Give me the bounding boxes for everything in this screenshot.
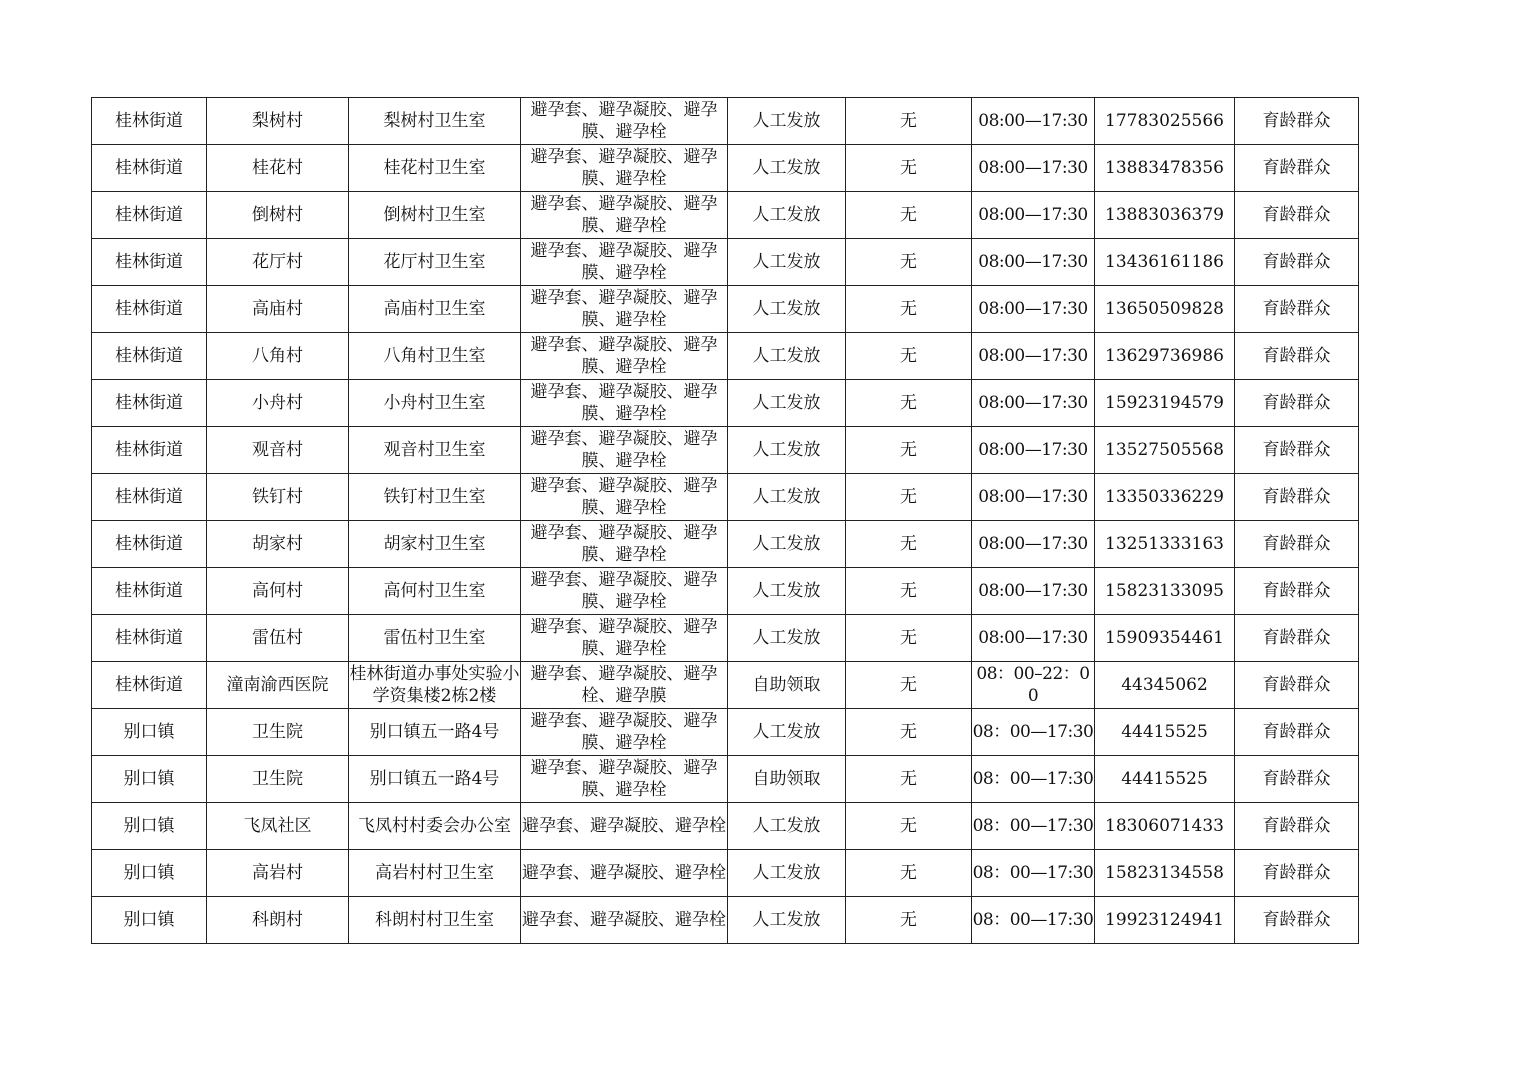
service-hours-cell: 08：00—17:30: [972, 756, 1095, 803]
service-hours-cell: 08：00—17:30: [972, 803, 1095, 850]
contraceptive-types-cell: 避孕套、避孕凝胶、避孕膜、避孕栓: [521, 615, 728, 662]
site-cell: 倒树村卫生室: [349, 192, 521, 239]
contraceptive-types-cell: 避孕套、避孕凝胶、避孕膜、避孕栓: [521, 756, 728, 803]
street-cell: 别口镇: [92, 709, 207, 756]
village-cell: 潼南渝西医院: [207, 662, 349, 709]
contraceptive-types-cell: 避孕套、避孕凝胶、避孕膜、避孕栓: [521, 568, 728, 615]
table-row: [92, 98, 1359, 145]
street-cell: 别口镇: [92, 803, 207, 850]
target-group-cell: 育龄群众: [1235, 427, 1359, 474]
street-cell: 别口镇: [92, 897, 207, 944]
distribution-method-cell: 人工发放: [728, 850, 846, 897]
fee-cell: 无: [846, 239, 972, 286]
street-cell: 桂林街道: [92, 568, 207, 615]
phone-cell: 15823133095: [1095, 568, 1235, 615]
street-cell: 桂林街道: [92, 192, 207, 239]
site-cell: 别口镇五一路4号: [349, 709, 521, 756]
service-hours-cell: 08:00—17:30: [972, 286, 1095, 333]
village-cell: 高何村: [207, 568, 349, 615]
table-row: [92, 568, 1359, 615]
phone-cell: 19923124941: [1095, 897, 1235, 944]
service-hours-cell: 08:00—17:30: [972, 568, 1095, 615]
fee-cell: 无: [846, 803, 972, 850]
contraceptive-types-cell: 避孕套、避孕凝胶、避孕栓: [521, 803, 728, 850]
target-group-cell: 育龄群众: [1235, 380, 1359, 427]
distribution-method-cell: 人工发放: [728, 615, 846, 662]
table-row: [92, 380, 1359, 427]
street-cell: 别口镇: [92, 850, 207, 897]
target-group-cell: 育龄群众: [1235, 145, 1359, 192]
fee-cell: 无: [846, 145, 972, 192]
village-cell: 桂花村: [207, 145, 349, 192]
contraceptive-types-cell: 避孕套、避孕凝胶、避孕膜、避孕栓: [521, 474, 728, 521]
site-cell: 花厅村卫生室: [349, 239, 521, 286]
service-hours-cell: 08：00—17:30: [972, 709, 1095, 756]
target-group-cell: 育龄群众: [1235, 568, 1359, 615]
table-row: [92, 662, 1359, 709]
site-cell: 桂林街道办事处实验小学资集楼2栋2楼: [349, 662, 521, 709]
site-cell: 别口镇五一路4号: [349, 756, 521, 803]
distribution-method-cell: 人工发放: [728, 897, 846, 944]
site-cell: 小舟村卫生室: [349, 380, 521, 427]
distribution-method-cell: 人工发放: [728, 427, 846, 474]
target-group-cell: 育龄群众: [1235, 286, 1359, 333]
contraceptive-types-cell: 避孕套、避孕凝胶、避孕膜、避孕栓: [521, 333, 728, 380]
village-cell: 雷伍村: [207, 615, 349, 662]
fee-cell: 无: [846, 286, 972, 333]
service-hours-cell: 08:00—17:30: [972, 145, 1095, 192]
site-cell: 高何村卫生室: [349, 568, 521, 615]
phone-cell: 15909354461: [1095, 615, 1235, 662]
fee-cell: 无: [846, 662, 972, 709]
site-cell: 观音村卫生室: [349, 427, 521, 474]
village-cell: 花厅村: [207, 239, 349, 286]
phone-cell: 13883478356: [1095, 145, 1235, 192]
contraceptive-types-cell: 避孕套、避孕凝胶、避孕膜、避孕栓: [521, 521, 728, 568]
table-row: [92, 286, 1359, 333]
distribution-method-cell: 人工发放: [728, 521, 846, 568]
table-row: [92, 897, 1359, 944]
street-cell: 桂林街道: [92, 380, 207, 427]
service-hours-cell: 08:00—17:30: [972, 333, 1095, 380]
fee-cell: 无: [846, 380, 972, 427]
service-hours-cell: 08:00—17:30: [972, 192, 1095, 239]
contraceptive-types-cell: 避孕套、避孕凝胶、避孕膜、避孕栓: [521, 98, 728, 145]
service-hours-cell: 08:00—17:30: [972, 427, 1095, 474]
table-row: [92, 615, 1359, 662]
street-cell: 桂林街道: [92, 239, 207, 286]
service-hours-cell: 08:00—17:30: [972, 474, 1095, 521]
fee-cell: 无: [846, 98, 972, 145]
table-row: [92, 427, 1359, 474]
village-cell: 铁钉村: [207, 474, 349, 521]
table-row: [92, 333, 1359, 380]
fee-cell: 无: [846, 474, 972, 521]
site-cell: 胡家村卫生室: [349, 521, 521, 568]
distribution-method-cell: 人工发放: [728, 380, 846, 427]
contraceptive-types-cell: 避孕套、避孕凝胶、避孕栓、避孕膜: [521, 662, 728, 709]
distribution-method-cell: 自助领取: [728, 662, 846, 709]
table-row: [92, 756, 1359, 803]
fee-cell: 无: [846, 427, 972, 474]
street-cell: 桂林街道: [92, 286, 207, 333]
site-cell: 八角村卫生室: [349, 333, 521, 380]
contraceptive-types-cell: 避孕套、避孕凝胶、避孕膜、避孕栓: [521, 380, 728, 427]
fee-cell: 无: [846, 709, 972, 756]
village-cell: 小舟村: [207, 380, 349, 427]
fee-cell: 无: [846, 850, 972, 897]
village-cell: 胡家村: [207, 521, 349, 568]
target-group-cell: 育龄群众: [1235, 615, 1359, 662]
service-hours-cell: 08:00—17:30: [972, 380, 1095, 427]
distribution-method-cell: 人工发放: [728, 286, 846, 333]
phone-cell: 13436161186: [1095, 239, 1235, 286]
phone-cell: 13629736986: [1095, 333, 1235, 380]
fee-cell: 无: [846, 333, 972, 380]
phone-cell: 44415525: [1095, 709, 1235, 756]
village-cell: 倒树村: [207, 192, 349, 239]
distribution-method-cell: 人工发放: [728, 803, 846, 850]
fee-cell: 无: [846, 521, 972, 568]
table-row: [92, 474, 1359, 521]
site-cell: 飞凤村村委会办公室: [349, 803, 521, 850]
village-cell: 梨树村: [207, 98, 349, 145]
target-group-cell: 育龄群众: [1235, 803, 1359, 850]
site-cell: 梨树村卫生室: [349, 98, 521, 145]
street-cell: 桂林街道: [92, 474, 207, 521]
village-cell: 飞凤社区: [207, 803, 349, 850]
target-group-cell: 育龄群众: [1235, 521, 1359, 568]
phone-cell: 44415525: [1095, 756, 1235, 803]
table-row: [92, 709, 1359, 756]
street-cell: 桂林街道: [92, 427, 207, 474]
target-group-cell: 育龄群众: [1235, 897, 1359, 944]
service-hours-cell: 08:00—17:30: [972, 615, 1095, 662]
phone-cell: 15923194579: [1095, 380, 1235, 427]
fee-cell: 无: [846, 615, 972, 662]
table-row: [92, 521, 1359, 568]
contraceptive-types-cell: 避孕套、避孕凝胶、避孕栓: [521, 897, 728, 944]
village-cell: 卫生院: [207, 756, 349, 803]
distribution-method-cell: 人工发放: [728, 333, 846, 380]
village-cell: 观音村: [207, 427, 349, 474]
street-cell: 桂林街道: [92, 521, 207, 568]
site-cell: 雷伍村卫生室: [349, 615, 521, 662]
service-hours-cell: 08:00—17:30: [972, 239, 1095, 286]
target-group-cell: 育龄群众: [1235, 192, 1359, 239]
fee-cell: 无: [846, 756, 972, 803]
service-hours-cell: 08:00—17:30: [972, 98, 1095, 145]
phone-cell: 13650509828: [1095, 286, 1235, 333]
phone-cell: 13527505568: [1095, 427, 1235, 474]
site-cell: 高岩村村卫生室: [349, 850, 521, 897]
fee-cell: 无: [846, 192, 972, 239]
contraceptive-types-cell: 避孕套、避孕凝胶、避孕膜、避孕栓: [521, 192, 728, 239]
contraceptive-types-cell: 避孕套、避孕凝胶、避孕膜、避孕栓: [521, 427, 728, 474]
distribution-method-cell: 人工发放: [728, 474, 846, 521]
service-hours-cell: 08:00—17:30: [972, 521, 1095, 568]
table-row: [92, 145, 1359, 192]
phone-cell: 18306071433: [1095, 803, 1235, 850]
target-group-cell: 育龄群众: [1235, 756, 1359, 803]
distribution-method-cell: 人工发放: [728, 709, 846, 756]
service-hours-cell: 08：00–22：00: [972, 662, 1095, 709]
fee-cell: 无: [846, 897, 972, 944]
table-row: [92, 239, 1359, 286]
village-cell: 八角村: [207, 333, 349, 380]
distribution-sites-table: [91, 97, 1359, 944]
target-group-cell: 育龄群众: [1235, 709, 1359, 756]
fee-cell: 无: [846, 568, 972, 615]
village-cell: 科朗村: [207, 897, 349, 944]
target-group-cell: 育龄群众: [1235, 662, 1359, 709]
phone-cell: 44345062: [1095, 662, 1235, 709]
target-group-cell: 育龄群众: [1235, 850, 1359, 897]
village-cell: 高岩村: [207, 850, 349, 897]
phone-cell: 13251333163: [1095, 521, 1235, 568]
target-group-cell: 育龄群众: [1235, 98, 1359, 145]
table-row: [92, 850, 1359, 897]
site-cell: 铁钉村卫生室: [349, 474, 521, 521]
contraceptive-types-cell: 避孕套、避孕凝胶、避孕膜、避孕栓: [521, 239, 728, 286]
village-cell: 高庙村: [207, 286, 349, 333]
distribution-method-cell: 自助领取: [728, 756, 846, 803]
contraceptive-types-cell: 避孕套、避孕凝胶、避孕膜、避孕栓: [521, 709, 728, 756]
village-cell: 卫生院: [207, 709, 349, 756]
phone-cell: 13350336229: [1095, 474, 1235, 521]
site-cell: 高庙村卫生室: [349, 286, 521, 333]
table-row: [92, 192, 1359, 239]
table-body: [92, 98, 1359, 944]
contraceptive-types-cell: 避孕套、避孕凝胶、避孕膜、避孕栓: [521, 286, 728, 333]
contraceptive-types-cell: 避孕套、避孕凝胶、避孕膜、避孕栓: [521, 145, 728, 192]
distribution-method-cell: 人工发放: [728, 98, 846, 145]
distribution-method-cell: 人工发放: [728, 239, 846, 286]
service-hours-cell: 08：00—17:30: [972, 850, 1095, 897]
street-cell: 桂林街道: [92, 615, 207, 662]
target-group-cell: 育龄群众: [1235, 333, 1359, 380]
table-row: [92, 803, 1359, 850]
phone-cell: 17783025566: [1095, 98, 1235, 145]
street-cell: 桂林街道: [92, 98, 207, 145]
target-group-cell: 育龄群众: [1235, 474, 1359, 521]
street-cell: 桂林街道: [92, 662, 207, 709]
site-cell: 桂花村卫生室: [349, 145, 521, 192]
phone-cell: 15823134558: [1095, 850, 1235, 897]
street-cell: 桂林街道: [92, 333, 207, 380]
street-cell: 别口镇: [92, 756, 207, 803]
distribution-method-cell: 人工发放: [728, 568, 846, 615]
target-group-cell: 育龄群众: [1235, 239, 1359, 286]
distribution-method-cell: 人工发放: [728, 145, 846, 192]
phone-cell: 13883036379: [1095, 192, 1235, 239]
distribution-method-cell: 人工发放: [728, 192, 846, 239]
service-hours-cell: 08：00—17:30: [972, 897, 1095, 944]
contraceptive-types-cell: 避孕套、避孕凝胶、避孕栓: [521, 850, 728, 897]
site-cell: 科朗村村卫生室: [349, 897, 521, 944]
street-cell: 桂林街道: [92, 145, 207, 192]
